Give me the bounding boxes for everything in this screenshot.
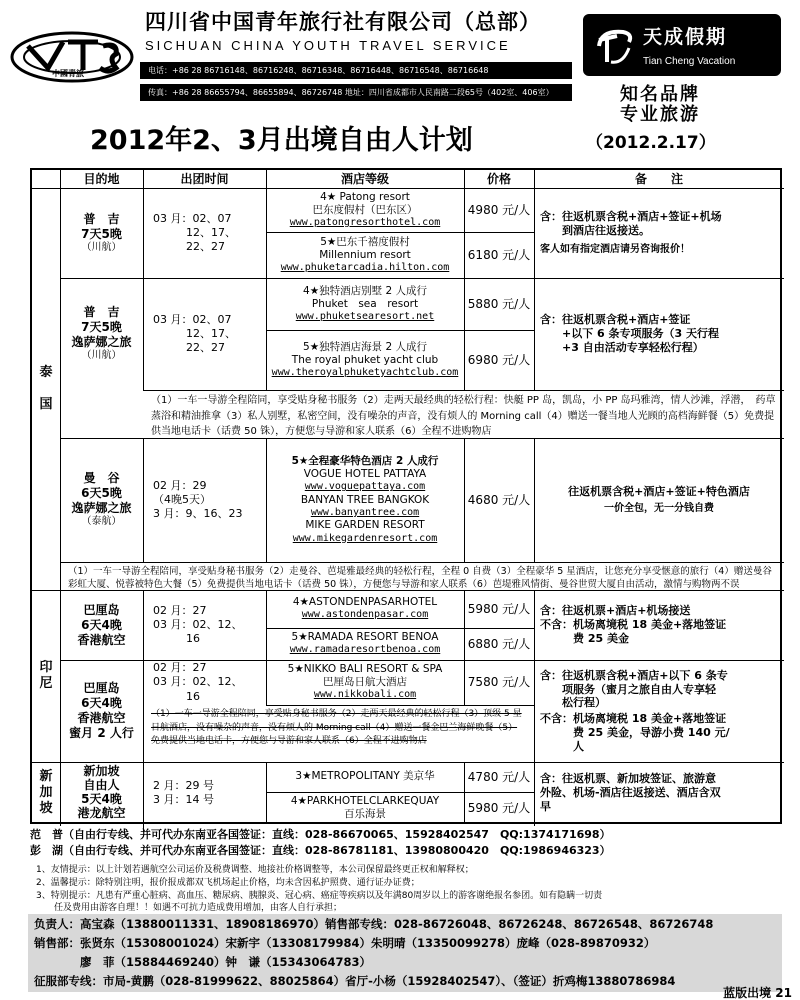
brand-name-cn: 天成假期 xyxy=(643,26,728,48)
header-destination: 目的地 xyxy=(83,171,120,186)
note-extra: 客人如有指定酒店请另咨询报价！ xyxy=(540,243,690,255)
dest-airline: 港龙航空 xyxy=(77,805,126,820)
hotel-url[interactable]: www.astondenpasar.com xyxy=(301,609,429,621)
dest-name: 巴厘岛 xyxy=(83,602,120,617)
header-note: 备 注 xyxy=(634,171,683,186)
dest-days: 6天4晚 xyxy=(81,696,122,710)
departure-dates: 03 月：02、07 12、17、 22、27 xyxy=(153,211,236,254)
note xyxy=(534,438,784,562)
staff-line-4: 征服部专线：市局-黄鹏（028-81999622、88025864）省厅-小杨（15928402547）、（签证）折鸡梅13880786984 xyxy=(34,974,676,988)
hotel-name: 5★巴东千禧度假村 xyxy=(320,235,410,248)
phone-line: 电话：+86 28 86716148、86716248、86716348、86716448、86716548、86716648 xyxy=(140,62,572,79)
dest-days: 7天5晚 xyxy=(81,320,122,335)
hotel-name-cn: 巴东度假村（巴东区） xyxy=(312,203,418,216)
dest-subtitle: 自由人 xyxy=(83,778,120,793)
hotel-name-en: BANYAN TREE BANGKOK xyxy=(300,493,430,506)
page-footer: 蓝版出境 21 xyxy=(723,986,792,1000)
hotel-name: 4★独特酒店别墅 2 人成行 xyxy=(303,284,427,297)
brand-logo-icon xyxy=(593,24,637,68)
hotel-url[interactable]: www.banyantree.com xyxy=(310,506,420,518)
departure-dates: 2 月：29 号 3 月：14 号 xyxy=(153,778,214,806)
hotel-name: 5★独特酒店海景 2 人成行 xyxy=(303,340,427,353)
departure-dates: 02 月：27 03 月：02、12、 16 xyxy=(153,661,243,703)
hotel-url[interactable]: www.ramadaresortbenoa.com xyxy=(289,644,441,656)
country-singapore: 新 加 坡 xyxy=(39,768,53,817)
dest-airline: 香港航空 xyxy=(77,711,126,725)
staff-line-1: 负责人：高宝森（13880011331、18908186970）销售部专线：028-86726048、86726248、86726548、86726748 xyxy=(34,917,714,931)
tip-2: 2、温馨提示：除特别注明，报价报成都双飞机场起止价格，均未含因私护照费、通行证办证费； xyxy=(36,878,420,888)
price: 6980 元/人 xyxy=(467,352,531,367)
price: 5980 元/人 xyxy=(467,601,531,616)
hotel-name-en: Phuket sea resort xyxy=(311,297,419,310)
dest-bali-1 xyxy=(60,590,143,660)
hotel-option xyxy=(266,762,464,792)
company-name-en: SICHUAN CHINA YOUTH TRAVEL SERVICE xyxy=(145,38,511,53)
slogan-1: 知名品牌 xyxy=(620,84,700,105)
visa-line-1: 范 普（自由行专线、并可代办东南亚各国签证：直线：028-86670065、15928402547 QQ:1374171698） xyxy=(30,828,611,841)
hotel-name-en: Millennium resort xyxy=(319,248,411,261)
hotel-url[interactable]: www.mikegardenresort.com xyxy=(292,532,438,544)
hotel-option xyxy=(266,590,464,628)
note-excludes: 不含：机场离境税 18 美金+落地签证 费 25 美金，导游小费 140 元/ 人 xyxy=(540,712,730,753)
dest-name: 新加坡 xyxy=(83,764,120,779)
note xyxy=(534,660,784,762)
page-title: 2012年2、3月出境自由人计划 xyxy=(90,125,473,156)
note: 含：往返机票含税+酒店+签证 +以下 6 条专项服务（3 天行程 +3 自由活动专享轻松行程） xyxy=(540,313,720,354)
dest-subtitle: 逸萨娜之旅 xyxy=(71,501,132,516)
slogan-2: 专业旅游 xyxy=(620,104,700,125)
hotel-option xyxy=(266,232,464,278)
hotel-option xyxy=(266,792,464,824)
dest-airline: （泰航） xyxy=(81,516,122,528)
staff-contacts xyxy=(28,914,782,992)
staff-line-2: 销售部：张贤东（15308001024）宋新宇（13308179984）朱明晴（13350099278）庞峰（028-89870932） xyxy=(34,936,656,950)
price: 4980 元/人 xyxy=(467,202,531,217)
staff-line-3: 廖 菲（15884469240）钟 谦（15343064783） xyxy=(34,955,372,969)
tip-1: 1、友情提示：以上计划若遇航空公司运价及税费调整、地接社价格调整等，本公司保留最终更正权和解释权； xyxy=(36,865,474,875)
company-name-cn: 四川省中国青年旅行社有限公司（总部） xyxy=(145,10,541,34)
price: 4680 元/人 xyxy=(467,492,531,507)
price: 4780 元/人 xyxy=(467,769,531,784)
note-excludes: 不含：机场离境税 18 美金+落地签证 费 25 美金 xyxy=(540,618,727,645)
hotel-url[interactable]: www.patongresorthotel.com xyxy=(289,216,441,228)
hotel-name-en: VOGUE HOTEL PATTAYA xyxy=(303,468,427,481)
dest-airline: （川航） xyxy=(81,241,122,253)
hotel-name-cn: 巴厘岛日航大酒店 xyxy=(323,676,407,689)
header-hotel: 酒店等级 xyxy=(340,171,389,186)
dest-subtitle: 蜜月 2 人行 xyxy=(69,726,134,740)
tip-4: 任及费用由游客自理！！如遇不可抗力造成费用增加，由客人自行承担； xyxy=(36,903,343,913)
header-departure: 出团时间 xyxy=(180,171,229,186)
dest-days: 6天5晚 xyxy=(81,486,122,501)
hotel-name: 5★RAMADA RESORT BENOA xyxy=(291,631,439,644)
hotel-option xyxy=(266,628,464,660)
brand-name-en: Tian Cheng Vacation xyxy=(643,56,736,67)
dest-days: 6天4晚 xyxy=(81,617,122,632)
hotel-url[interactable]: www.phuketarcadia.hilton.com xyxy=(280,261,450,273)
dest-phuket-1 xyxy=(60,188,143,278)
hotel-option xyxy=(266,330,464,390)
hotel-name: 4★ASTONDENPASARHOTEL xyxy=(292,596,438,609)
dest-bangkok xyxy=(60,438,143,562)
note-includes: 往返机票含税+酒店+签证+特色酒店 xyxy=(568,484,750,498)
hotel-url[interactable]: www.phuketsearesort.net xyxy=(295,310,435,322)
note xyxy=(534,188,784,278)
departure-dates: 02 月：29 （4晚5天） 3 月：9、16、23 xyxy=(153,478,243,521)
country-thailand: 泰 国 xyxy=(39,364,53,413)
price: 5980 元/人 xyxy=(467,800,531,815)
hotel-name: 4★ Patong resort xyxy=(320,190,410,203)
dest-airline: （川航） xyxy=(81,350,122,362)
company-logo xyxy=(8,28,136,86)
note-includes: 含：往返机票含税+酒店+以下 6 条专 项服务（蜜月之旅自由人专享轻 松行程） xyxy=(540,668,728,710)
dest-phuket-2 xyxy=(60,278,143,390)
features: （1）一车一导游全程陪同，享受贴身秘书服务（2）走曼谷、芭堤雅最经典的轻松行程，全程 0 自费（3）全程豪华 5 星酒店，让您充分享受惬意的旅行（4）赠送曼谷彩虹大厦、悦蓉被特色大餐（5）免费提供当地电话卡（话费 50 铢），方便您与导游和家人联系（6）芭堤雅风情街、曼谷世贸大厦自由活动，激情与购物两不误 xyxy=(68,566,772,591)
dest-name: 普 吉 xyxy=(83,211,120,226)
price: 6880 元/人 xyxy=(467,636,531,651)
hotel-option xyxy=(266,438,464,562)
tour-table xyxy=(30,168,782,824)
features: （1）一车一导游全程陪同，享受贴身秘书服务（2）走两天最经典的轻松行程：快艇 PP 岛，凯岛，小 PP 岛玛雅湾，情人沙滩，浮潜， 药草蒸浴和精油推拿（3）私人别墅，私密空间，没有噪杂的声音，没有烦人的 Morning call（4）赠送一餐当地人光顾的高档海鲜餐（5）免费提供当地电话卡（话费 50 铢），方便您与导游和家人联系（6）全程不进购物店 xyxy=(151,395,776,437)
departure-dates: 03 月：02、07 12、17、 22、27 xyxy=(153,312,236,355)
country-indonesia: 印 尼 xyxy=(39,659,53,691)
dest-subtitle: 逸萨娜之旅 xyxy=(71,335,132,350)
hotel-name-cn: 百乐海景 xyxy=(344,808,386,820)
hotel-url[interactable]: www.voguepattaya.com xyxy=(304,481,426,493)
dest-days: 7天5晚 xyxy=(81,226,122,241)
dest-name: 普 吉 xyxy=(83,305,120,320)
note-extra: 一价全包，无一分钱自费 xyxy=(604,502,714,514)
hotel-option xyxy=(266,660,464,705)
hotel-name-en: MIKE GARDEN RESORT xyxy=(305,519,425,532)
dest-airline: 香港航空 xyxy=(77,632,126,647)
dest-name: 巴厘岛 xyxy=(83,681,120,695)
tip-3: 3、特别提示：凡患有严重心脏病、高血压、糖尿病、胰腺炎、冠心病、癌症等疾病以及年满80周岁以上的游客谢绝报名参团。如有隐瞒一切责 xyxy=(36,891,603,901)
dest-days: 5天4晚 xyxy=(81,792,122,806)
header-price: 价格 xyxy=(486,171,511,186)
hotel-url[interactable]: www.nikkobali.com xyxy=(313,689,417,701)
fax-line: 传真：+86 28 86655794、86655894、86726748 地址：四川省成都市人民南路二段65号（402室、406室） xyxy=(140,84,572,101)
hotel-name-en: The royal phuket yacht club xyxy=(291,353,439,366)
hotel-url[interactable]: www.theroyalphuketyachtclub.com xyxy=(271,366,459,378)
page-date: （2012.2.17） xyxy=(586,133,716,153)
logo-text: 中國青旅 xyxy=(52,69,84,78)
visa-line-2: 彭 湖（自由行专线、并可代办东南亚各国签证：直线：028-86781181、13980800420 QQ:1986946323） xyxy=(30,844,611,857)
departure-dates: 02 月：27 03 月：02、12、 16 xyxy=(153,603,243,646)
brand-box xyxy=(583,14,781,76)
dest-name: 曼 谷 xyxy=(83,471,120,486)
dest-singapore xyxy=(60,762,143,824)
hotel-option xyxy=(266,278,464,330)
price: 6180 元/人 xyxy=(467,247,531,262)
hotel-option xyxy=(266,188,464,232)
price: 7580 元/人 xyxy=(467,675,531,689)
note: 含：往返机票、新加坡签证、旅游意 外险、机场-酒店往返接送、酒店含双 早 xyxy=(540,772,721,813)
hotel-name: 3★METROPOLITANY 美京华 xyxy=(295,770,435,783)
price: 5880 元/人 xyxy=(467,296,531,311)
hotel-name: 5★NIKKO BALI RESORT & SPA xyxy=(287,663,443,676)
hotel-name: 5★全程豪华特色酒店 2 人成行 xyxy=(291,455,439,467)
hotel-name: 4★PARKHOTELCLARKEQUAY xyxy=(290,794,440,807)
note xyxy=(534,590,784,660)
dest-bali-2 xyxy=(60,660,143,762)
note-includes: 含：往返机票含税+酒店+签证+机场 到酒店往返接送。 xyxy=(540,210,722,237)
note-includes: 含：往返机票+酒店+机场接送 xyxy=(540,604,691,618)
features: （1）一车一导游全程陪同，享受贴身秘书服务（2）走两天最经典的轻松行程（3）顶级 5 星日航酒店，没有噪杂的声音，没有烦人的 Morning call（4）赠送一餐金巴兰海鲜晚餐（5）免费提供当地电话卡，方便您与导游和家人联系（6）全程不进购物店 xyxy=(151,709,522,746)
